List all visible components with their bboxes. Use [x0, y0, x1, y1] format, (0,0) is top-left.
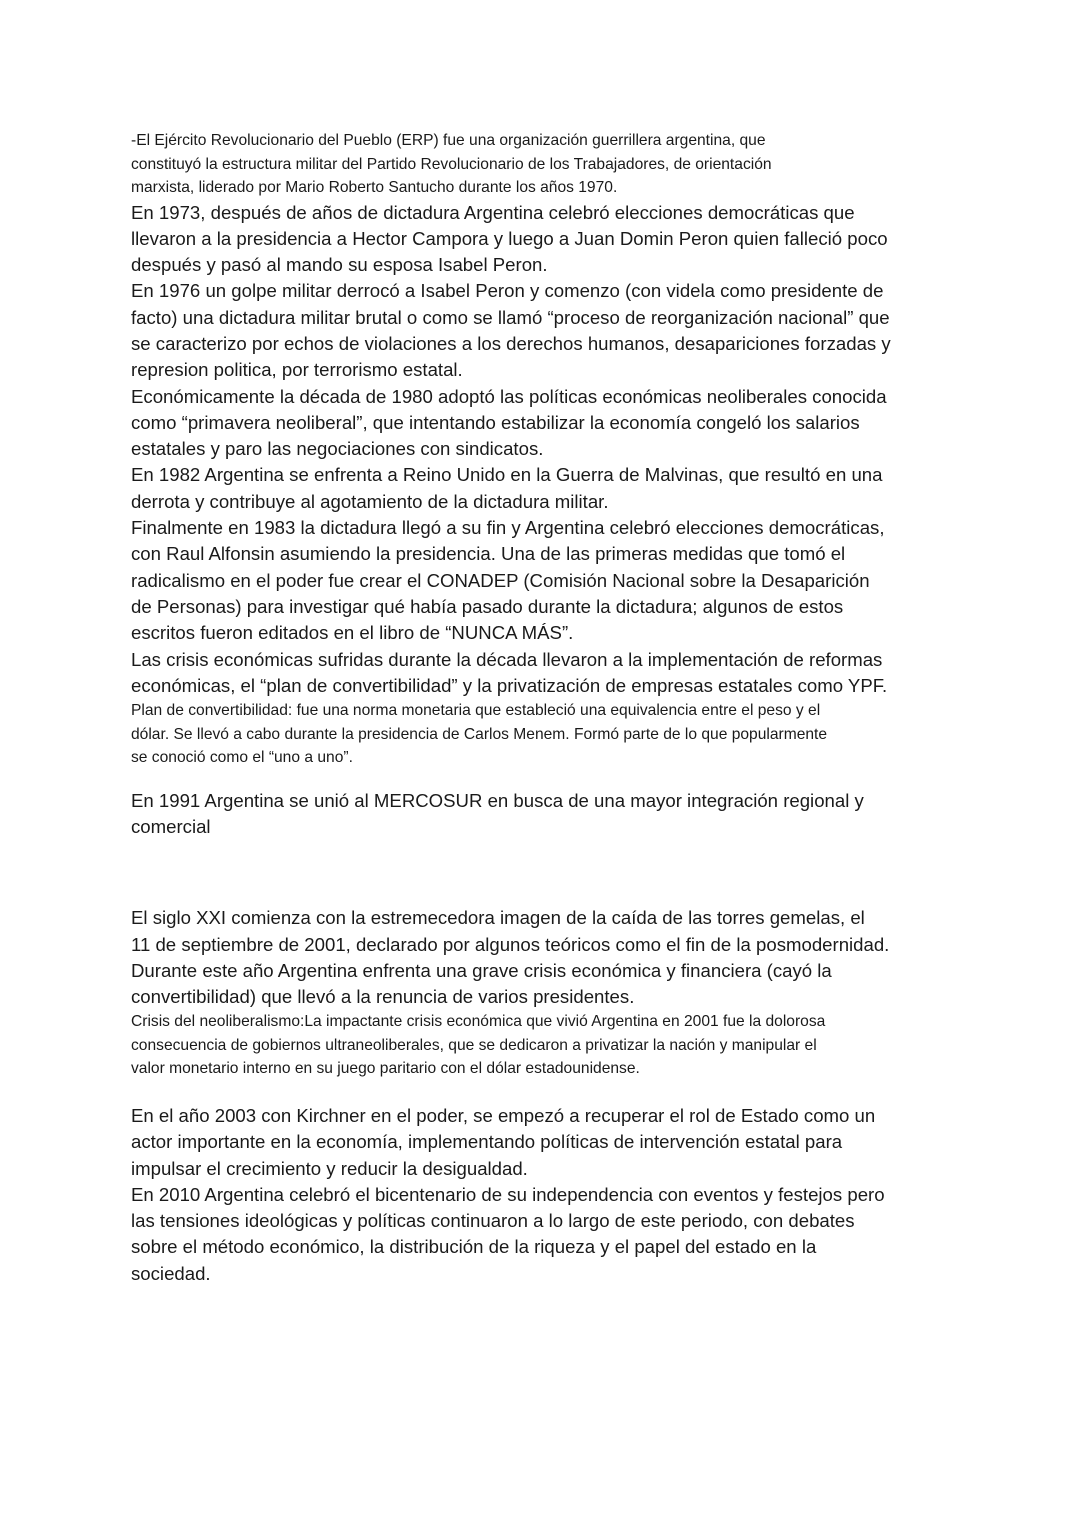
document-body: [131, 129, 951, 1287]
note-plan-convertibilidad: Plan de convertibilidad: fue una norma monetaria que estableció una equivalencia entre el peso y el dólar. Se llevó a cabo durante la presidencia de Carlos Menem. Formó parte de lo que popularmente se conoció como el “uno a uno”.: [131, 702, 828, 767]
paragraph-mercosur: En 1991 Argentina se unió al MERCOSUR en busca de una mayor integración regional y comercial: [131, 789, 864, 837]
paragraph-history-1973-1990: En 1973, después de años de dictadura Argentina celebró elecciones democráticas que llevaron a la presidencia a Hector Campora y luego a Juan Domin Peron quien falleció poco después y pasó al mando su esposa Isabel Peron. En 1976 un golpe militar derrocó a Isabel Peron y comenzo (con videla como presidente de facto) una dictadura militar brutal o como se llamó “proceso de reorganización nacional” que se caracterizo por echos de violaciones a los derechos humanos, desapariciones forzadas y represion politica, por terrorismo estatal. Económicamente la década de 1980 adoptó las políticas económicas neoliberales conocida como “primavera neoliberal”, que intentando estabilizar la economía congeló los salarios estatales y paro las negociaciones con sindicatos. En 1982 Argentina se enfrenta a Reino Unido en la Guerra de Malvinas, que resultó en una derrota y contribuye al agotamiento de la dictadura militar. Finalmente en 1983 la dictadura llegó a su fin y Argentina celebró elecciones democráticas, con Raul Alfonsin asumiendo la presidencia. Una de las primeras medidas que tomó el radicalismo en el poder fue crear el CONADEP (Comisión Nacional sobre la Desaparición de Personas) para investigar qué había pasado durante la dictadura; algunos de estos escritos fueron editados en el libro de “NUNCA MÁS”. Las crisis económicas sufridas durante la década llevaron a la implementación de reformas económicas, el “plan de convertibilidad” y la privatización de empresas estatales como YPF.: [131, 201, 891, 696]
paragraph-kirchner-bicentenario: En el año 2003 con Kirchner en el poder, se empezó a recuperar el rol de Estado como un actor importante en la economía, implementando políticas de intervención estatal para impulsar el crecimiento y reducir la desigualdad. En 2010 Argentina celebró el bicentenario de su independencia con eventos y festejos pero las tensiones ideológicas y políticas continuaron a lo largo de este periodo, con debates sobre el método económico, la distribución de la riqueza y el papel del estado en la sociedad.: [131, 1104, 885, 1284]
paragraph-siglo-xxi: El siglo XXI comienza con la estremecedora imagen de la caída de las torres gemelas, el 11 de septiembre de 2001, declarado por algunos teóricos como el fin de la posmodernidad. Durante este año Argentina enfrenta una grave crisis económica y financiera (cayó la convertibilidad) que llevó a la renuncia de varios presidentes.: [131, 907, 890, 1008]
note-crisis-neoliberalismo: Crisis del neoliberalismo:La impactante crisis económica que vivió Argentina en 2001 fue la dolorosa consecuencia de gobiernos ultraneoliberales, que se dedicaron a privatizar la nación y manipular el valor monetario interno en su juego paritario con el dólar estadounidense.: [131, 1013, 826, 1078]
paragraph-erp: -El Ejército Revolucionario del Pueblo (ERP) fue una organización guerrillera argentina, que constituyó la estructura militar del Partido Revolucionario de los Trabajadores, de orientación marxista, liderado por Mario Roberto Santucho durante los años 1970.: [131, 132, 772, 196]
